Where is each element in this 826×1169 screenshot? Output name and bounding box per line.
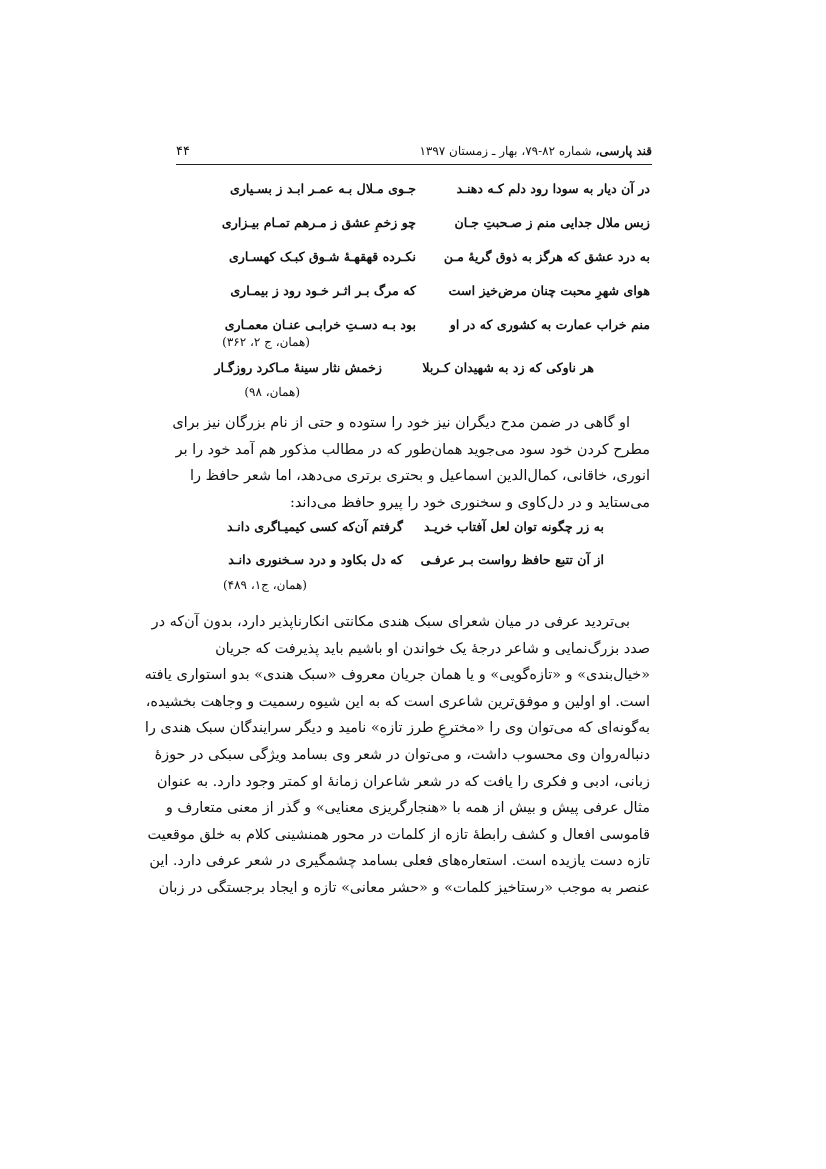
citation: (همان، ج۱، ۴۸۹) — [222, 578, 307, 592]
paragraph-line: مثال عرفی پیش و بیش از همه با «هنجارگریزی معنایی» و گذر از معنی متعارف و — [165, 800, 650, 817]
verse-hemistich: که دل بکاود و درد سـخنوری دانـد — [228, 552, 403, 567]
body-paragraph — [174, 410, 650, 516]
verse-hemistich: که مرگ بـر اثـر خـود رود ز بیمـاری — [230, 283, 416, 298]
journal-info — [419, 144, 652, 158]
verse-hemistich: زبس ملال جدایی منم ز صـحبتِ جـان — [454, 215, 650, 230]
paragraph-line: مطرح کردن خود سود می‌جوید همان‌طور که در مطالب مذکور هم آمد خود را بر — [175, 441, 650, 458]
journal-name: قند پارسی، — [595, 144, 652, 158]
verse-hemistich: منم خراب عمارت به کشوری که در او — [449, 317, 650, 332]
citation: (همان، ج ۲، ۳۶۲) — [222, 335, 310, 349]
paragraph-line: صدد بزرگ‌نمایی و شاعر درجهٔ یک خواندن او باشیم باید پذیرفت که جریان — [215, 640, 650, 657]
verse-hemistich: گرفتم آن‌که کسی کیمیـاگری دانـد — [226, 519, 403, 534]
paragraph-line: دنباله‌روان وی محسوب داشت، و می‌توان در شعر وی بسامد ویژگی سبکی در حوزهٔ — [154, 746, 650, 763]
verse-hemistich: هوای شهرِ محبت چنان مرض‌خیز است — [448, 283, 650, 298]
paragraph-line: عنصر به موجب «رستاخیز کلمات» و «حشر معانی» تازه و ایجاد برجستگی در زبان — [158, 879, 650, 896]
page-number: ۴۴ — [176, 144, 190, 159]
verse-hemistich: زخمش نثار سینهٔ مـاکرد روزگـار — [214, 360, 382, 375]
body-paragraph — [144, 609, 650, 902]
verse-hemistich: به درد عشق که هرگز به ذوق گریهٔ مـن — [443, 249, 650, 264]
paragraph-line: قاموسی افعال و کشف رابطهٔ تازه از کلمات در محور همنشینی کلام به خلق موقعیت — [147, 826, 650, 843]
paragraph-line: او گاهی در ضمن مدح دیگران نیز خود را ستوده و حتی از نام بزرگان نیز برای — [172, 415, 630, 431]
paragraph-line: است. او اولین و موفق‌ترین شاعری است که به این شیوه رسمیت و وجاهت بخشیده، — [145, 693, 650, 710]
verse-hemistich: نکـرده قهقهـهٔ شـوق کبـک کهسـاری — [228, 249, 416, 264]
verse-hemistich: از آن تتبع حافظ رواست بـر عرفـی — [420, 552, 604, 567]
verse-hemistich: چو زخمِ عشق ز مـرهم تمـام بیـزاری — [221, 215, 416, 230]
paragraph-line: بی‌تردید عرفی در میان شعرای سبک هندی مکانتی انکارناپذیر دارد، بدون آن‌که در — [151, 614, 630, 630]
verse-hemistich: هر ناوکی که زد به شهیدان کـربلا — [422, 360, 594, 375]
verse-hemistich: بود بـه دسـتِ خرابـی عنـان معمـاری — [224, 317, 416, 332]
paragraph-line: «خیال‌بندی» و «تازه‌گویی» و یا همان جریان معروف «سبک هندی» بدو استواری یافته — [144, 667, 650, 684]
verse-hemistich: جـوی مـلال بـه عمـر ابـد ز بسـیاری — [229, 181, 416, 196]
paragraph-line: انوری، خاقانی، کمال‌الدین اسماعیل و بحتری برتری می‌دهد، اما شعر حافظ را — [190, 468, 650, 485]
verse-hemistich: در آن دیار به سودا رود دلم کـه دهنـد — [456, 181, 650, 196]
citation: (همان، ۹۸) — [244, 385, 300, 399]
running-header — [176, 140, 652, 165]
journal-issue: شماره ۸۲-۷۹، بهار ـ زمستان ۱۳۹۷ — [419, 144, 592, 158]
paragraph-line: می‌ستاید و در دل‌کاوی و سخنوری خود را پیرو حافظ می‌داند: — [290, 494, 650, 511]
verse-hemistich: به زر چگونه توان لعل آفتاب خریـد — [424, 519, 604, 534]
paragraph-line: به‌گونه‌ای که می‌توان وی را «مخترعِ طرز تازه» نامید و دیگر سرایندگان سبک هندی را — [144, 720, 650, 737]
paragraph-line: تازه دست یازیده است. استعاره‌های فعلی بسامد چشمگیری در شعر عرفی دارد. این — [149, 853, 650, 870]
paragraph-line: زبانی، ادبی و فکری را یافت که در شعر شاعران زمانهٔ او کمتر وجود دارد. به عنوان — [156, 773, 650, 790]
